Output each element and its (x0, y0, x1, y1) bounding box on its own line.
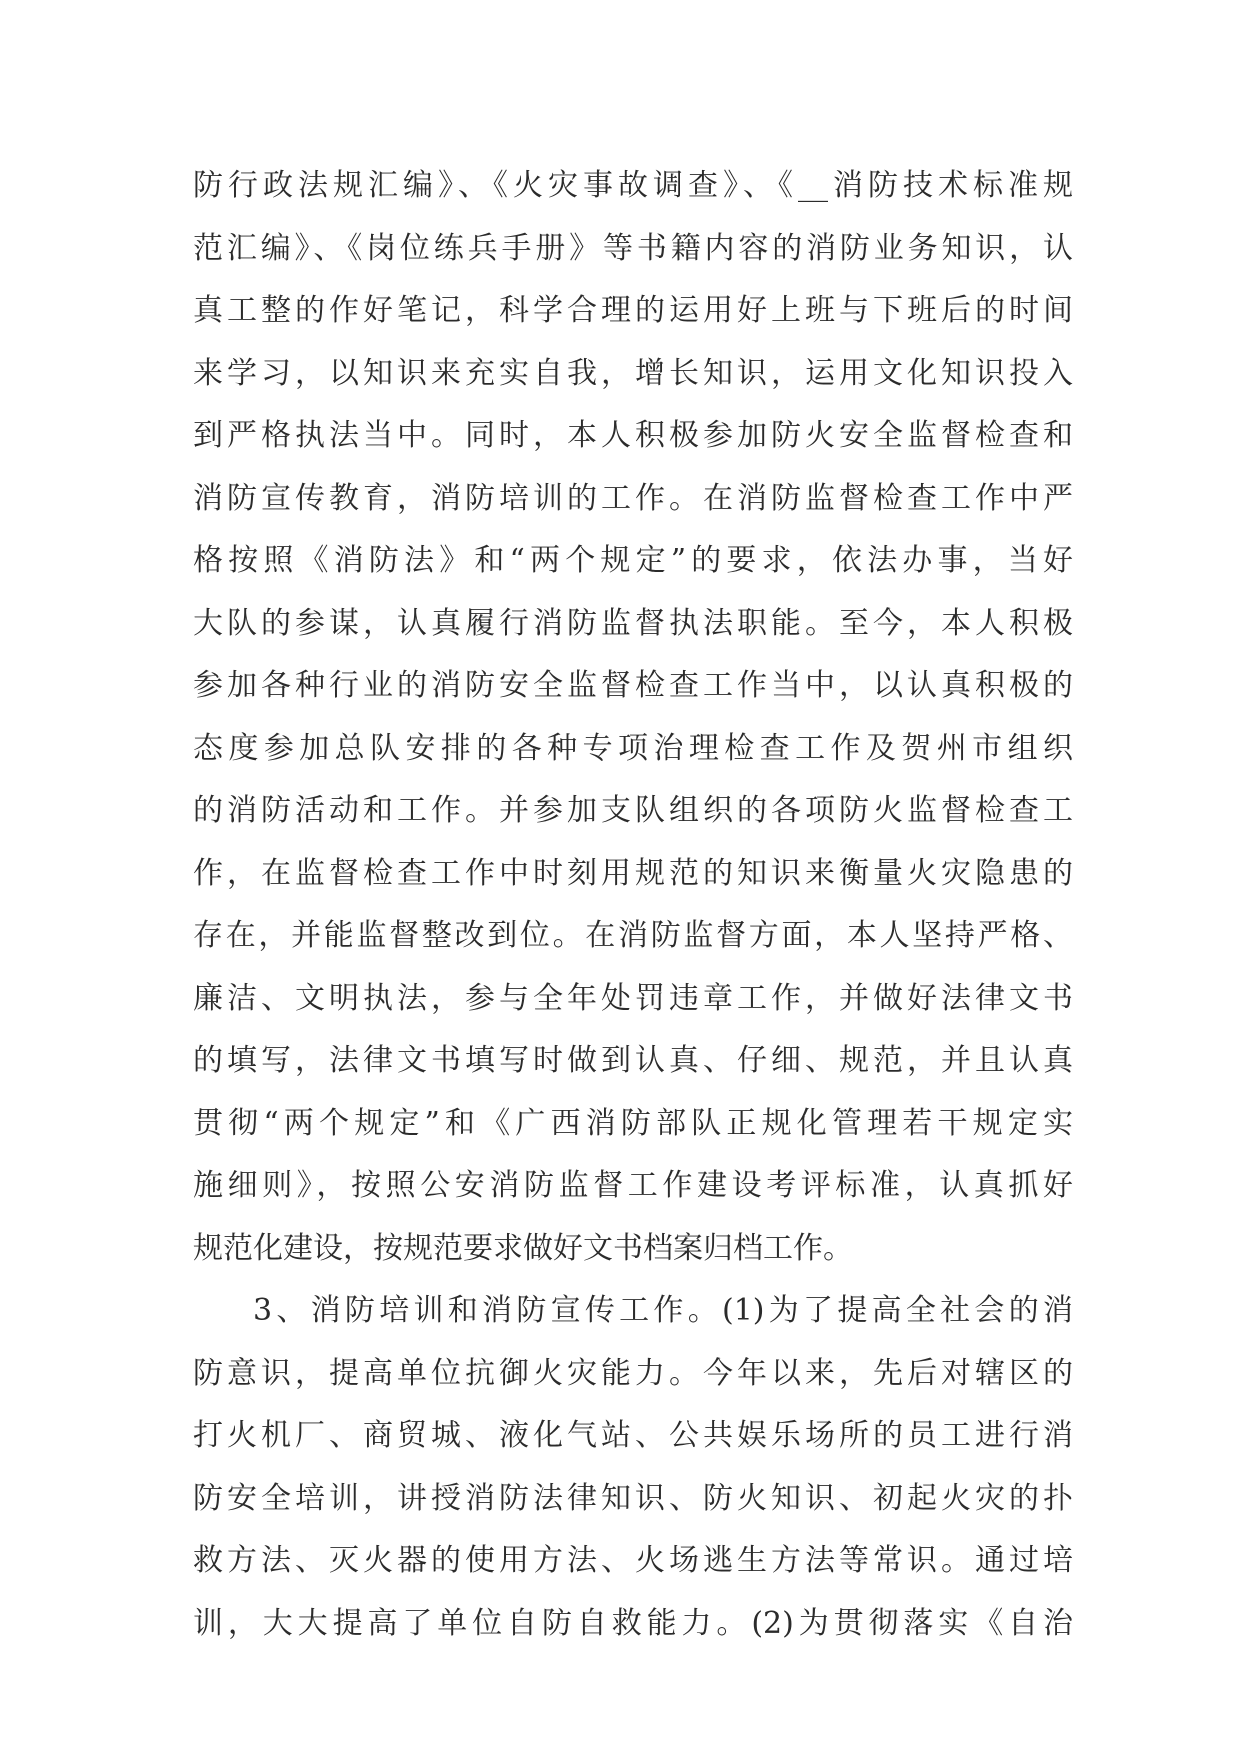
text-line: 训，大大提高了单位自防自救能力。(2)为贯彻落实《自治 (193, 1605, 1073, 1641)
text-line: 大队的参谋，认真履行消防监督执法职能。至今，本人积极 (193, 605, 1073, 641)
text-line: 真工整的作好笔记，科学合理的运用好上班与下班后的时间 (193, 293, 1073, 328)
text-line: 施细则》，按照公安消防监督工作建设考评标准，认真抓好 (193, 1168, 1073, 1203)
text-line: 存在，并能监督整改到位。在消防监督方面，本人坚持严格、 (193, 918, 1073, 953)
text-line: 来学习，以知识来充实自我，增长知识，运用文化知识投入 (193, 355, 1073, 391)
text-line: 防行政法规汇编》、《火灾事故调查》、《__消防技术标准规 (193, 168, 1073, 203)
text-line: 廉洁、文明执法，参与全年处罚违章工作，并做好法律文书 (193, 980, 1073, 1016)
text-line: 作，在监督检查工作中时刻用规范的知识来衡量火灾隐患的 (193, 855, 1073, 891)
text-line: 3、消防培训和消防宣传工作。(1)为了提高全社会的消 (253, 1293, 1073, 1328)
text-line: 格按照《消防法》和“两个规定”的要求，依法办事，当好 (193, 543, 1073, 578)
text-line: 打火机厂、商贸城、液化气站、公共娱乐场所的员工进行消 (193, 1418, 1073, 1453)
text-line: 态度参加总队安排的各种专项治理检查工作及贺州市组织 (193, 730, 1073, 766)
text-line: 贯彻“两个规定”和《广西消防部队正规化管理若干规定实 (193, 1105, 1073, 1141)
text-line: 参加各种行业的消防安全监督检查工作当中，以认真积极的 (193, 668, 1073, 703)
text-line: 规范化建设，按规范要求做好文书档案归档工作。 (193, 1230, 853, 1266)
body-text (193, 155, 1073, 1655)
text-line: 消防宣传教育，消防培训的工作。在消防监督检查工作中严 (193, 480, 1073, 516)
text-line: 的填写，法律文书填写时做到认真、仔细、规范，并且认真 (193, 1043, 1073, 1078)
text-line: 的消防活动和工作。并参加支队组织的各项防火监督检查工 (193, 793, 1073, 828)
text-line: 救方法、灭火器的使用方法、火场逃生方法等常识。通过培 (193, 1543, 1073, 1578)
text-line: 防意识，提高单位抗御火灾能力。今年以来，先后对辖区的 (193, 1355, 1073, 1391)
text-line: 到严格执法当中。同时，本人积极参加防火安全监督检查和 (193, 418, 1073, 453)
text-line: 防安全培训，讲授消防法律知识、防火知识、初起火灾的扑 (193, 1480, 1073, 1516)
text-line: 范汇编》、《岗位练兵手册》等书籍内容的消防业务知识，认 (193, 230, 1073, 266)
